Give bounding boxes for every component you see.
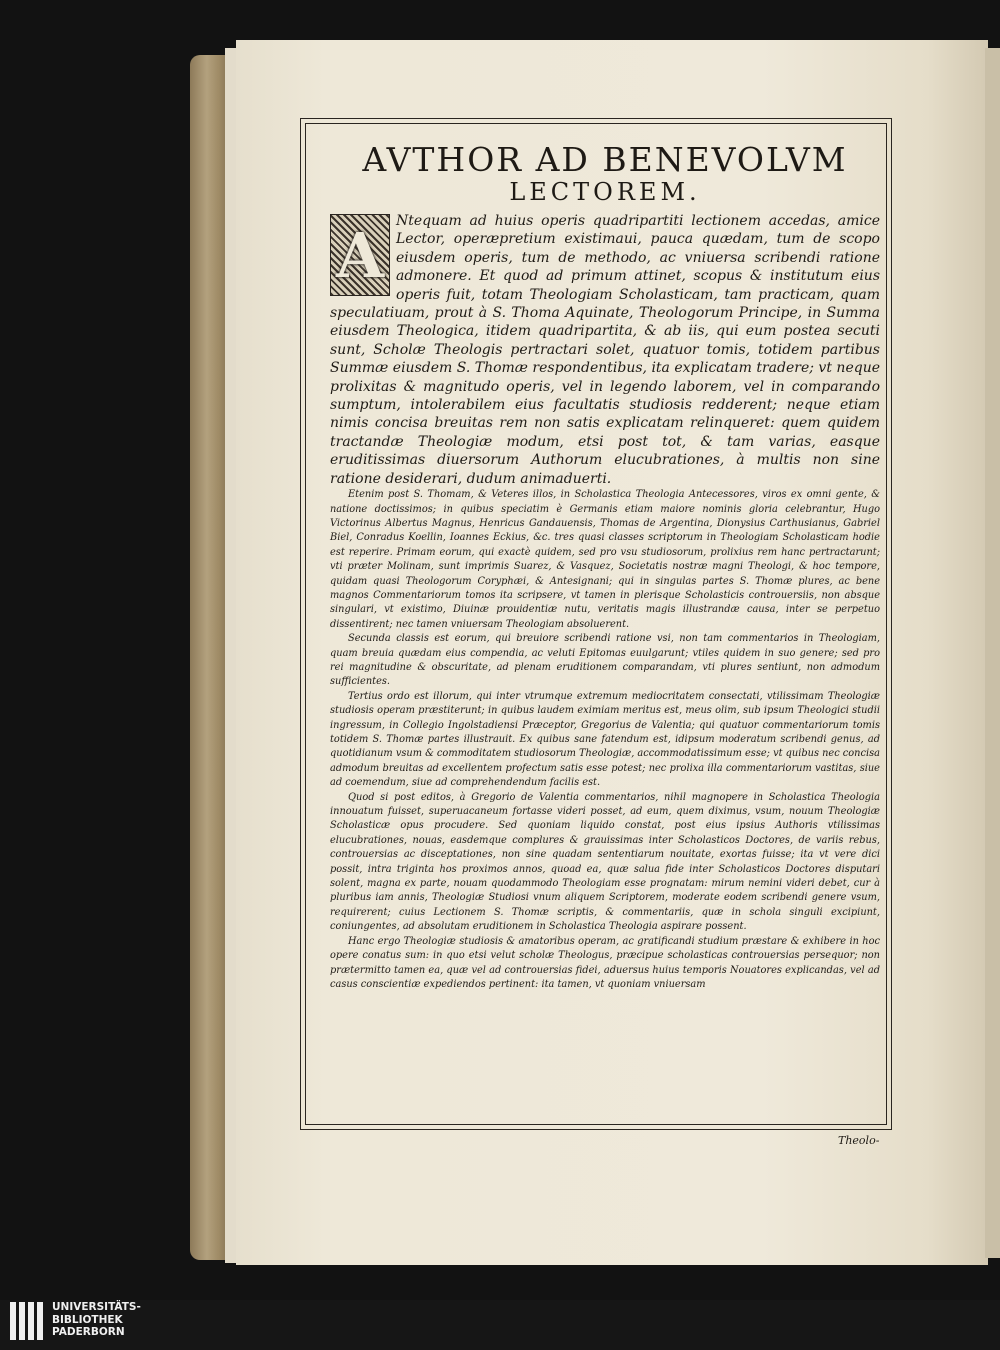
paragraph-6: Hanc ergo Theologiæ studiosis & amatoribus operam, ac gratificandi studium præstare & exhibere in hoc opere conatus sum: in quo etsi velut scholæ Theologus, præcipue scholasticas controuersias persequor; non prætermitto tamen ea, quæ vel ad controuersias fidei, aduersus huius temporis Nouatores explicandas, vel ad casus conscientiæ expediendos pertinent: ita tamen, vt quoniam vniuersam [330, 935, 880, 990]
paragraph-1 [330, 212, 880, 488]
drop-cap-letter: A [335, 218, 385, 292]
library-name-line-3: PADERBORN [52, 1326, 125, 1338]
page-subtitle: LECTOREM. [509, 178, 701, 206]
paragraph-3: Secunda classis est eorum, qui breuiore scribendi ratione vsi, non tam commentarios in Theologiam, quam breuia quædam eius compendia, ac veluti Epitomas euulgarunt; vtiles quidem in suo genere; sed pro rei magnitudine & obscuritate, ad plenam eruditionem comparandam, vti plures sentiunt, non admodum sufficientes. [330, 633, 880, 688]
next-page-edge [985, 48, 1000, 1258]
library-name-line-1: UNIVERSITÄTS- [52, 1301, 141, 1313]
library-name [52, 1301, 141, 1339]
page-title: AVTHOR AD BENEVOLVM [362, 140, 848, 179]
footer-bar [0, 1300, 1000, 1350]
paragraph-2: Etenim post S. Thomam, & Veteres illos, in Scholastica Theologia Antecessores, viros ex omni gente, & natione doctissimos; in quibus speciatim è Germanis etiam maiore nominis gloria celebrantur, Hugo Victorinus Albertus Magnus, Henricus Gandauensis, Thomas de Argentina, Dionysius Carthusianus, Gabriel Biel, Conradus Koellin, Ioannes Eckius, &c. tres quasi classes scriptorum in Theologiam Scholasticam hodie est reperire. Primam eorum, qui exactè quidem, sed pro vsu studiosorum, prolixius rem hanc pertractarunt; vti præter Molinam, sunt imprimis Suarez, & Vasquez, Societatis nostræ magni Theologi, & hoc tempore, quidam quasi Theologorum Coryphæi, & Antesignani; qui in singulas partes S. Thomæ plures, ac bene magnos Commentariorum tomos ita scripsere, vt tamen in plerisque Scholasticis controuersiis, non absque singulari, vt existimo, Diuinæ prouidentiæ nutu, veritatis magis illustrandæ causa, inter se perpetuo dissentirent; nec tamen vniuersam Theologiam absoluerent. [330, 489, 880, 630]
library-name-line-2: BIBLIOTHEK [52, 1313, 123, 1326]
library-logo-icon [10, 1302, 44, 1340]
page-content [330, 138, 880, 992]
paragraph-5: Quod si post editos, à Gregorio de Valentia commentarios, nihil magnopere in Scholastica Theologia innouatum fuisset, superuacaneum fortasse videri posset, ad eum, quem diximus, vsum, nouum Theologiæ Scholasticæ opus procudere. Sed quoniam liquido constat, post eius ipsius Authoris vtilissimas elucubrationes, nouas, easdemque complures & grauissimas inter Scholasticos Doctores, de variis rebus, controuersias ac disceptationes, non sine quadam sententiarum nouitate, exortas fuisse; ita vt vere dici possit, intra triginta hos proximos annos, quoad ea, quæ salua fide inter Scholasticos Doctores disputari solent, magna ex parte, nouam quodammodo Theologiam esse prognatam: mirum nemini videri debet, cur à pluribus iam annis, Theologiæ Studiosi vnum aliquem Scriptorem, moderate eodem scribendi genere vsum, requirerent; cuius Lectionem S. Thomæ scriptis, & commentariis, quæ in schola singuli excipiunt, coniungentes, ad absolutam eruditionem in Scholastica Theologia aspirare possent. [330, 791, 880, 933]
paragraph-4: Tertius ordo est illorum, qui inter vtrumque extremum mediocritatem consectati, vtilissimam Theologiæ studiosis operam præstiterunt; in quibus laudem eximiam meritus est, meus olim, sub ipsum Theologici studii ingressum, in Collegio Ingolstadiensi Præceptor, Gregorius de Valentia; qui quatuor commentariorum tomis totidem S. Thomæ partes illustrauit. Ex quibus sane fatendum est, idipsum moderatum scribendi genus, ad quotidianum vsum & commoditatem studiosorum Theologiæ, accommodatissimum esse; vt quibus nec concisa admodum breuitas ad excellentem profectum satis esse potest; nec prolixa illa commentariorum vastitas, siue ad coemendum, siue ad comprehendendum facilis est. [330, 690, 880, 789]
catchword: Theolo- [838, 1134, 880, 1147]
paragraph-1-text: Ntequam ad huius operis quadripartiti lectionem accedas, amice Lector, operæpretium existimaui, pauca quædam, tum de scopo eiusdem operis, tum de methodo, ac vniuersa scribendi ratione admonere. Et quod ad primum attinet, scopus & institutum eius operis fuit, totam Theologiam Scholasticam, tam practicam, quam speculatiuam, prout à S. Thoma Aquinate, Theologorum Principe, in Summa eiusdem Theologica, itidem quadripartita, & ab iis, qui eum postea secuti sunt, Scholæ Theologis pertractari solet, quatuor tomis, totidem partibus Summæ eiusdem S. Thomæ respondentibus, ita explicatam tradere; vt neque prolixitas & magnitudo operis, vel in legendo laborem, vel in comparando sumptum, intolerabilem eius facultatis studiosis redderent; neque etiam nimis concisa breuitas rem non satis explicatam relinqueret: quem quidem tractandæ Theologiæ modum, etsi post tot, & tam varias, easque eruditissimas diuersorum Authorum elucubrationes, à multis non sine ratione desiderari, dudum animaduerti. [330, 213, 880, 487]
decorated-initial [330, 214, 390, 296]
